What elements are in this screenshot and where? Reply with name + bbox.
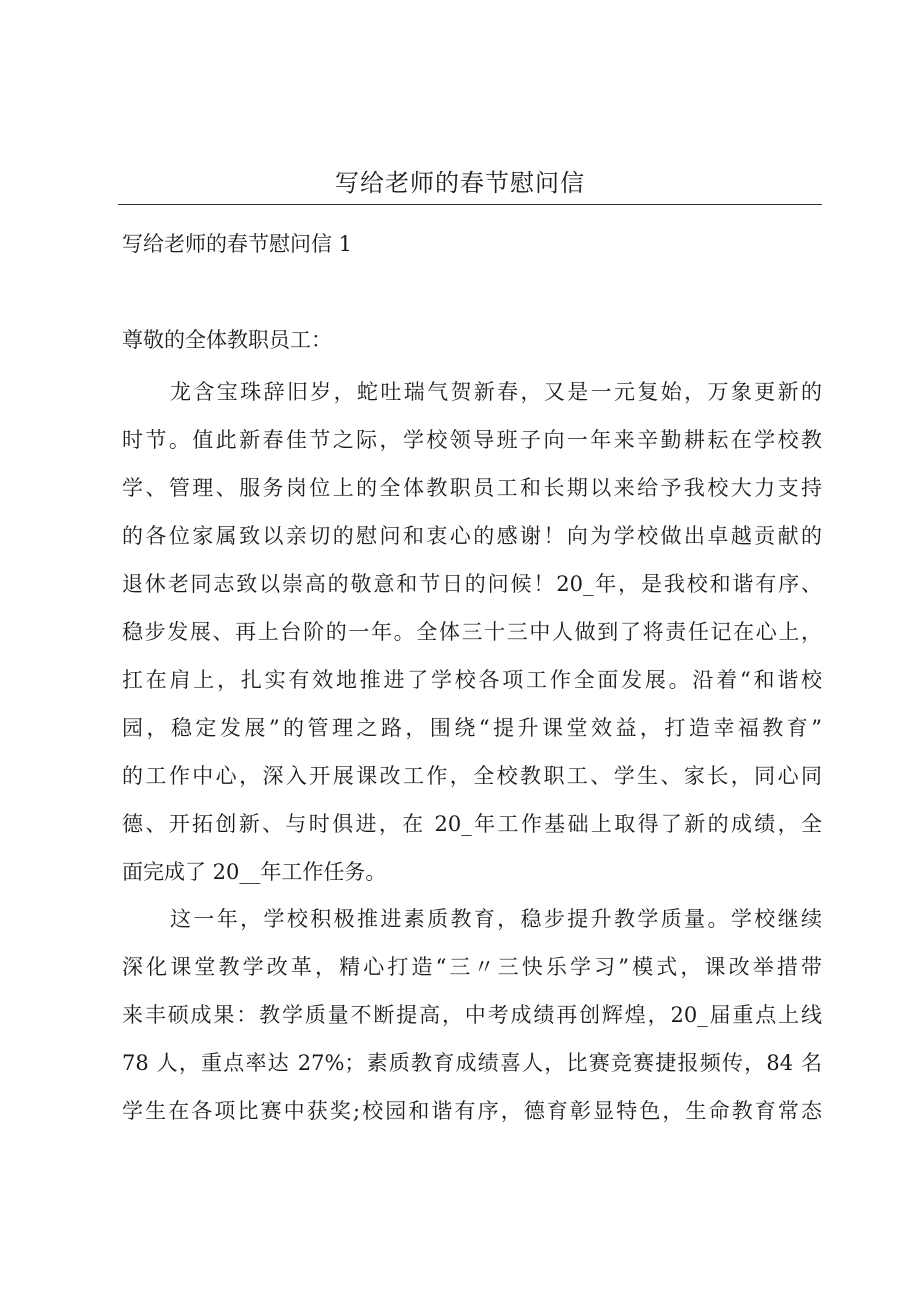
paragraph-line: 深化课堂教学改革，精心打造“三〃三快乐学习”模式，课改举措带 xyxy=(122,955,822,979)
paragraph-line: 来丰硕成果：教学质量不断提高，中考成绩再创辉煌，20_届重点上线 xyxy=(122,1003,822,1027)
paragraph-line: 扛在肩上，扎实有效地推进了学校各项工作全面发展。沿着“和谐校 xyxy=(122,668,822,692)
salutation: 尊敬的全体教职员工： xyxy=(122,328,332,352)
paragraph-1 xyxy=(122,368,822,896)
section-heading: 写给老师的春节慰问信 1 xyxy=(122,232,353,256)
paragraph-line: 的各位家属致以亲切的慰问和衷心的感谢！向为学校做出卓越贡献的 xyxy=(122,524,822,548)
paragraph-line: 学生在各项比赛中获奖;校园和谐有序，德育彰显特色，生命教育常态 xyxy=(122,1099,822,1123)
paragraph-line: 时节。值此新春佳节之际，学校领导班子向一年来辛勤耕耘在学校教 xyxy=(122,428,822,452)
paragraph-2 xyxy=(122,895,822,1135)
paragraph-line: 面完成了 20__年工作任务。 xyxy=(122,860,387,884)
paragraph-line: 这一年，学校积极推进素质教育，稳步提升教学质量。学校继续 xyxy=(170,907,822,931)
paragraph-line: 稳步发展、再上台阶的一年。全体三十三中人做到了将责任记在心上， xyxy=(122,620,822,644)
paragraph-line: 的工作中心，深入开展课改工作，全校教职工、学生、家长，同心同 xyxy=(122,764,822,788)
title-underline xyxy=(118,204,822,205)
paragraph-line: 学、管理、服务岗位上的全体教职员工和长期以来给予我校大力支持 xyxy=(122,476,822,500)
document-title: 写给老师的春节慰问信 xyxy=(335,169,585,197)
paragraph-line: 退休老同志致以崇高的敬意和节日的问候！20_年，是我校和谐有序、 xyxy=(122,572,822,596)
paragraph-line: 园，稳定发展”的管理之路，围绕“提升课堂效益，打造幸福教育” xyxy=(122,716,822,740)
paragraph-line: 德、开拓创新、与时俱进，在 20_年工作基础上取得了新的成绩，全 xyxy=(122,812,822,836)
paragraph-line: 78 人，重点率达 27%；素质教育成绩喜人，比赛竞赛捷报频传，84 名 xyxy=(122,1051,822,1075)
paragraph-line: 龙含宝珠辞旧岁，蛇吐瑞气贺新春，又是一元复始，万象更新的 xyxy=(170,380,822,404)
